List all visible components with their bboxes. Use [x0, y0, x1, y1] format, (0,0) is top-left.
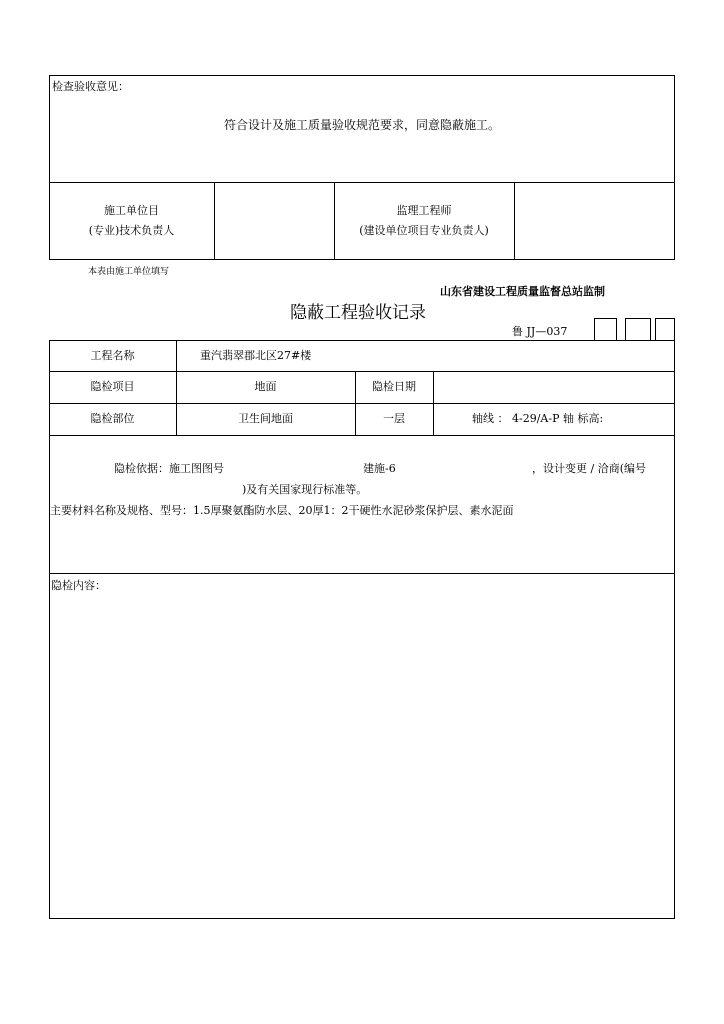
signature-divider-3 [514, 182, 515, 260]
opinion-label: 检查验收意见： [52, 80, 129, 93]
project-name-label: 工程名称 [90, 348, 135, 362]
signature-divider-1 [214, 182, 215, 260]
opinion-text: 符合设计及施工质量验收规范要求，同意隐蔽施工。 [223, 118, 500, 132]
row-divider-4 [49, 573, 675, 574]
inspection-date-value [433, 371, 675, 403]
code-box-2 [625, 318, 651, 341]
basis-prefix: 隐检依据：施工图图号 [114, 462, 224, 475]
constructor-label [49, 201, 214, 241]
design-change-text: ，设计变更 / 洽商(编号 [532, 462, 646, 475]
supervisor-label-line1: 监理工程师 [396, 204, 452, 217]
supervisor-label [334, 201, 514, 241]
fill-note: 本表由施工单位填写 [88, 267, 170, 277]
floor-value: 一层 [383, 412, 405, 425]
form-code: 鲁 JJ—037 [512, 325, 568, 338]
code-box-1 [594, 318, 617, 341]
page-title: 隐蔽工程验收记录 [290, 303, 426, 323]
opinion-divider [49, 182, 675, 183]
materials-text: 主要材料名称及规格、型号：1.5厚聚氨酯防水层、20厚1：2干硬性水泥砂浆保护层、素水泥面 [50, 504, 514, 517]
standards-text: )及有关国家现行标准等。 [242, 483, 368, 496]
axis-text: 轴线 ： 4-29/A-P 轴 标高: [472, 412, 604, 425]
issuer-text: 山东省建设工程质量监督总站监制 [440, 285, 605, 298]
inspection-part-label: 隐检部位 [90, 412, 135, 425]
drawing-number: 建施-6 [363, 462, 396, 475]
row-divider-3 [49, 435, 675, 436]
supervisor-label-line2: (建设单位项目专业负责人) [359, 224, 489, 237]
content-label: 隐检内容： [51, 579, 106, 592]
inspection-item-value: 地面 [254, 380, 277, 393]
project-name-value: 重汽翡翠郡北区27#楼 [200, 348, 312, 362]
inspection-date-label: 隐检日期 [372, 380, 416, 393]
inspection-part-value: 卫生间地面 [238, 412, 293, 425]
constructor-label-line2: (专业)技术负责人 [88, 224, 175, 237]
inspection-item-label: 隐检项目 [90, 380, 135, 393]
code-box-3 [655, 318, 675, 341]
constructor-label-line1: 施工单位目 [104, 204, 159, 217]
